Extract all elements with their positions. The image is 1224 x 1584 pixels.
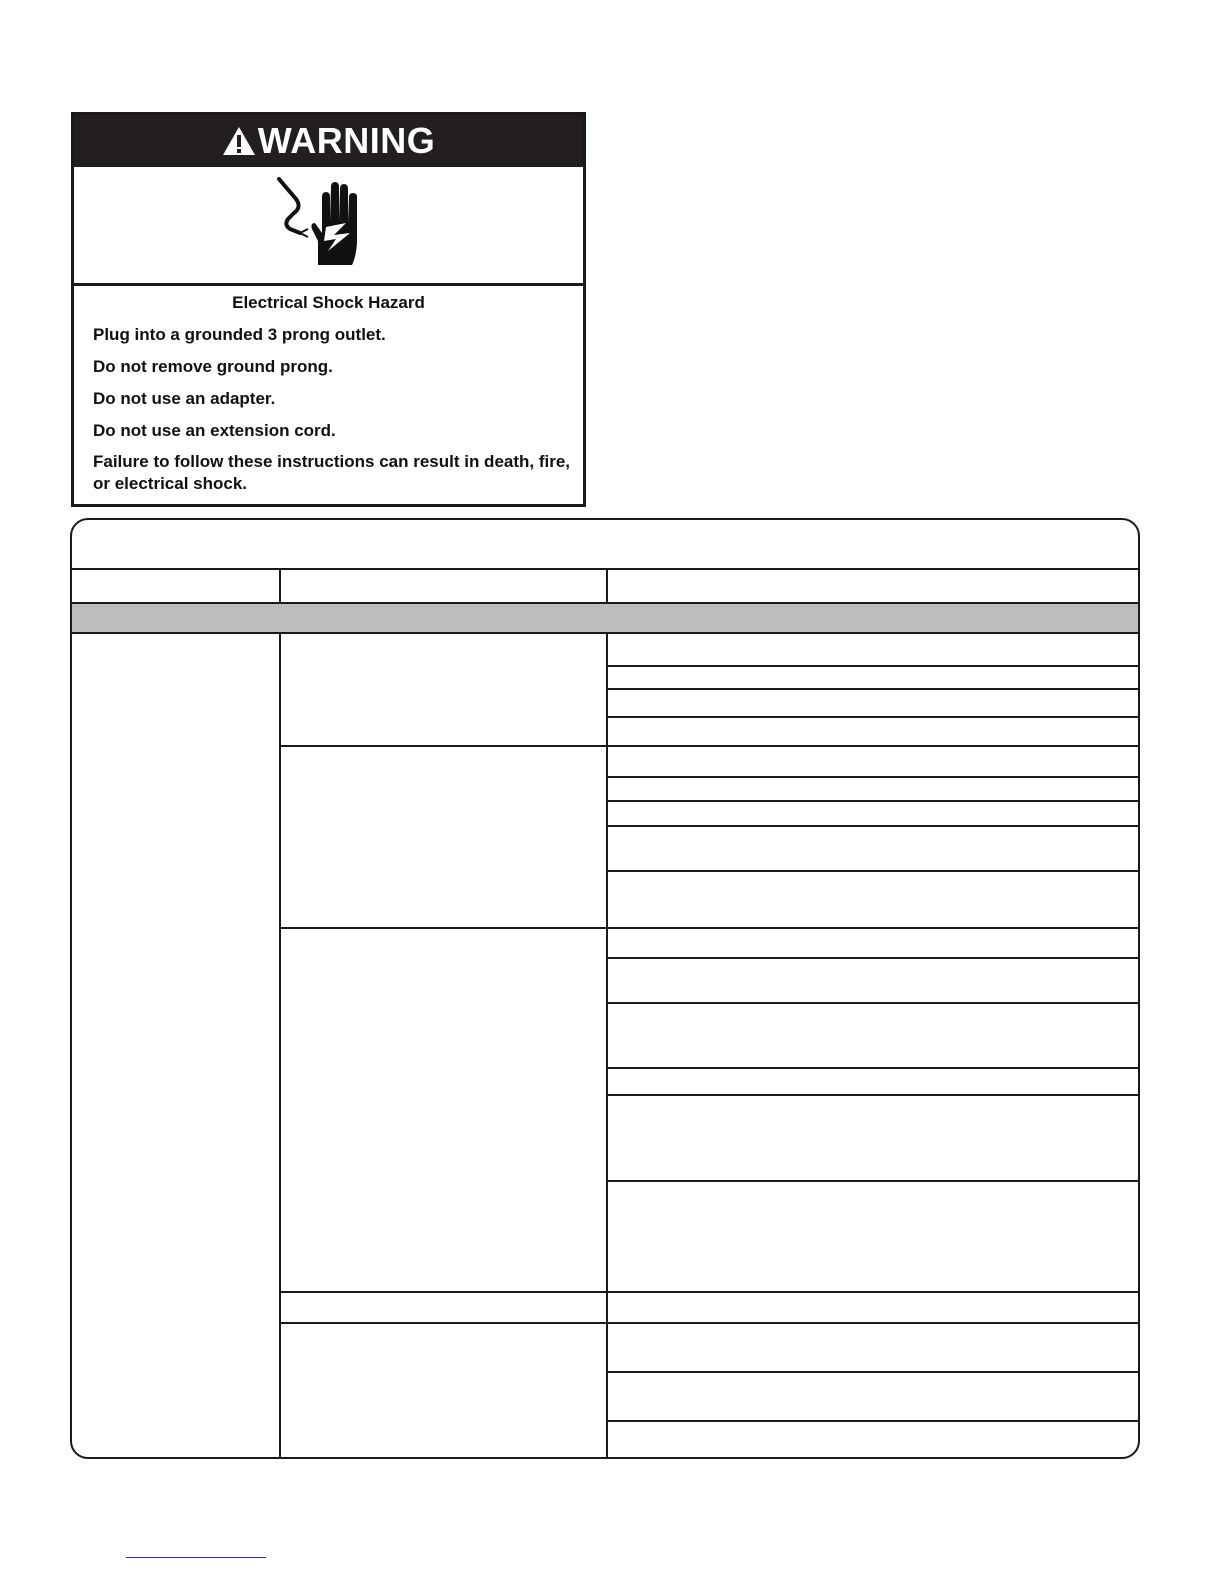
row-rule [608,800,1138,802]
instruction-line: Plug into a grounded 3 prong outlet. [93,325,386,344]
electrical-shock-hand-icon [274,177,374,273]
row-rule [608,1420,1138,1422]
group-rule [281,1291,1138,1293]
alert-triangle-icon [222,126,256,156]
warning-title: WARNING [257,120,436,161]
row-rule [608,1180,1138,1182]
section-band [72,602,1138,634]
column-divider [279,634,281,1457]
row-rule [608,1067,1138,1069]
warning-header [74,115,583,167]
hazard-icon-area [74,167,583,286]
footer-link-underline[interactable] [126,1557,266,1558]
row-rule [608,716,1138,718]
row-rule [608,870,1138,872]
group-rule [281,745,1138,747]
instruction-line: Do not use an adapter. [93,389,276,408]
row-rule [608,688,1138,690]
group-rule [281,927,1138,929]
row-rule [608,1094,1138,1096]
hazard-heading: Electrical Shock Hazard [232,293,425,312]
table-header-rule [72,568,1138,570]
row-rule [608,957,1138,959]
group-rule [281,1322,1138,1324]
row-rule [608,1371,1138,1373]
column-divider [606,568,608,602]
troubleshooting-table [70,518,1140,1459]
warning-label [71,112,586,507]
row-rule [608,776,1138,778]
instruction-line: Do not use an extension cord. [93,421,336,440]
column-divider [606,634,608,1457]
column-divider [279,568,281,602]
row-rule [608,665,1138,667]
instruction-line: Failure to follow these instructions can result in death, fire, or electrical shock. [93,452,571,493]
row-rule [608,1002,1138,1004]
instruction-line: Do not remove ground prong. [93,357,333,376]
row-rule [608,825,1138,827]
